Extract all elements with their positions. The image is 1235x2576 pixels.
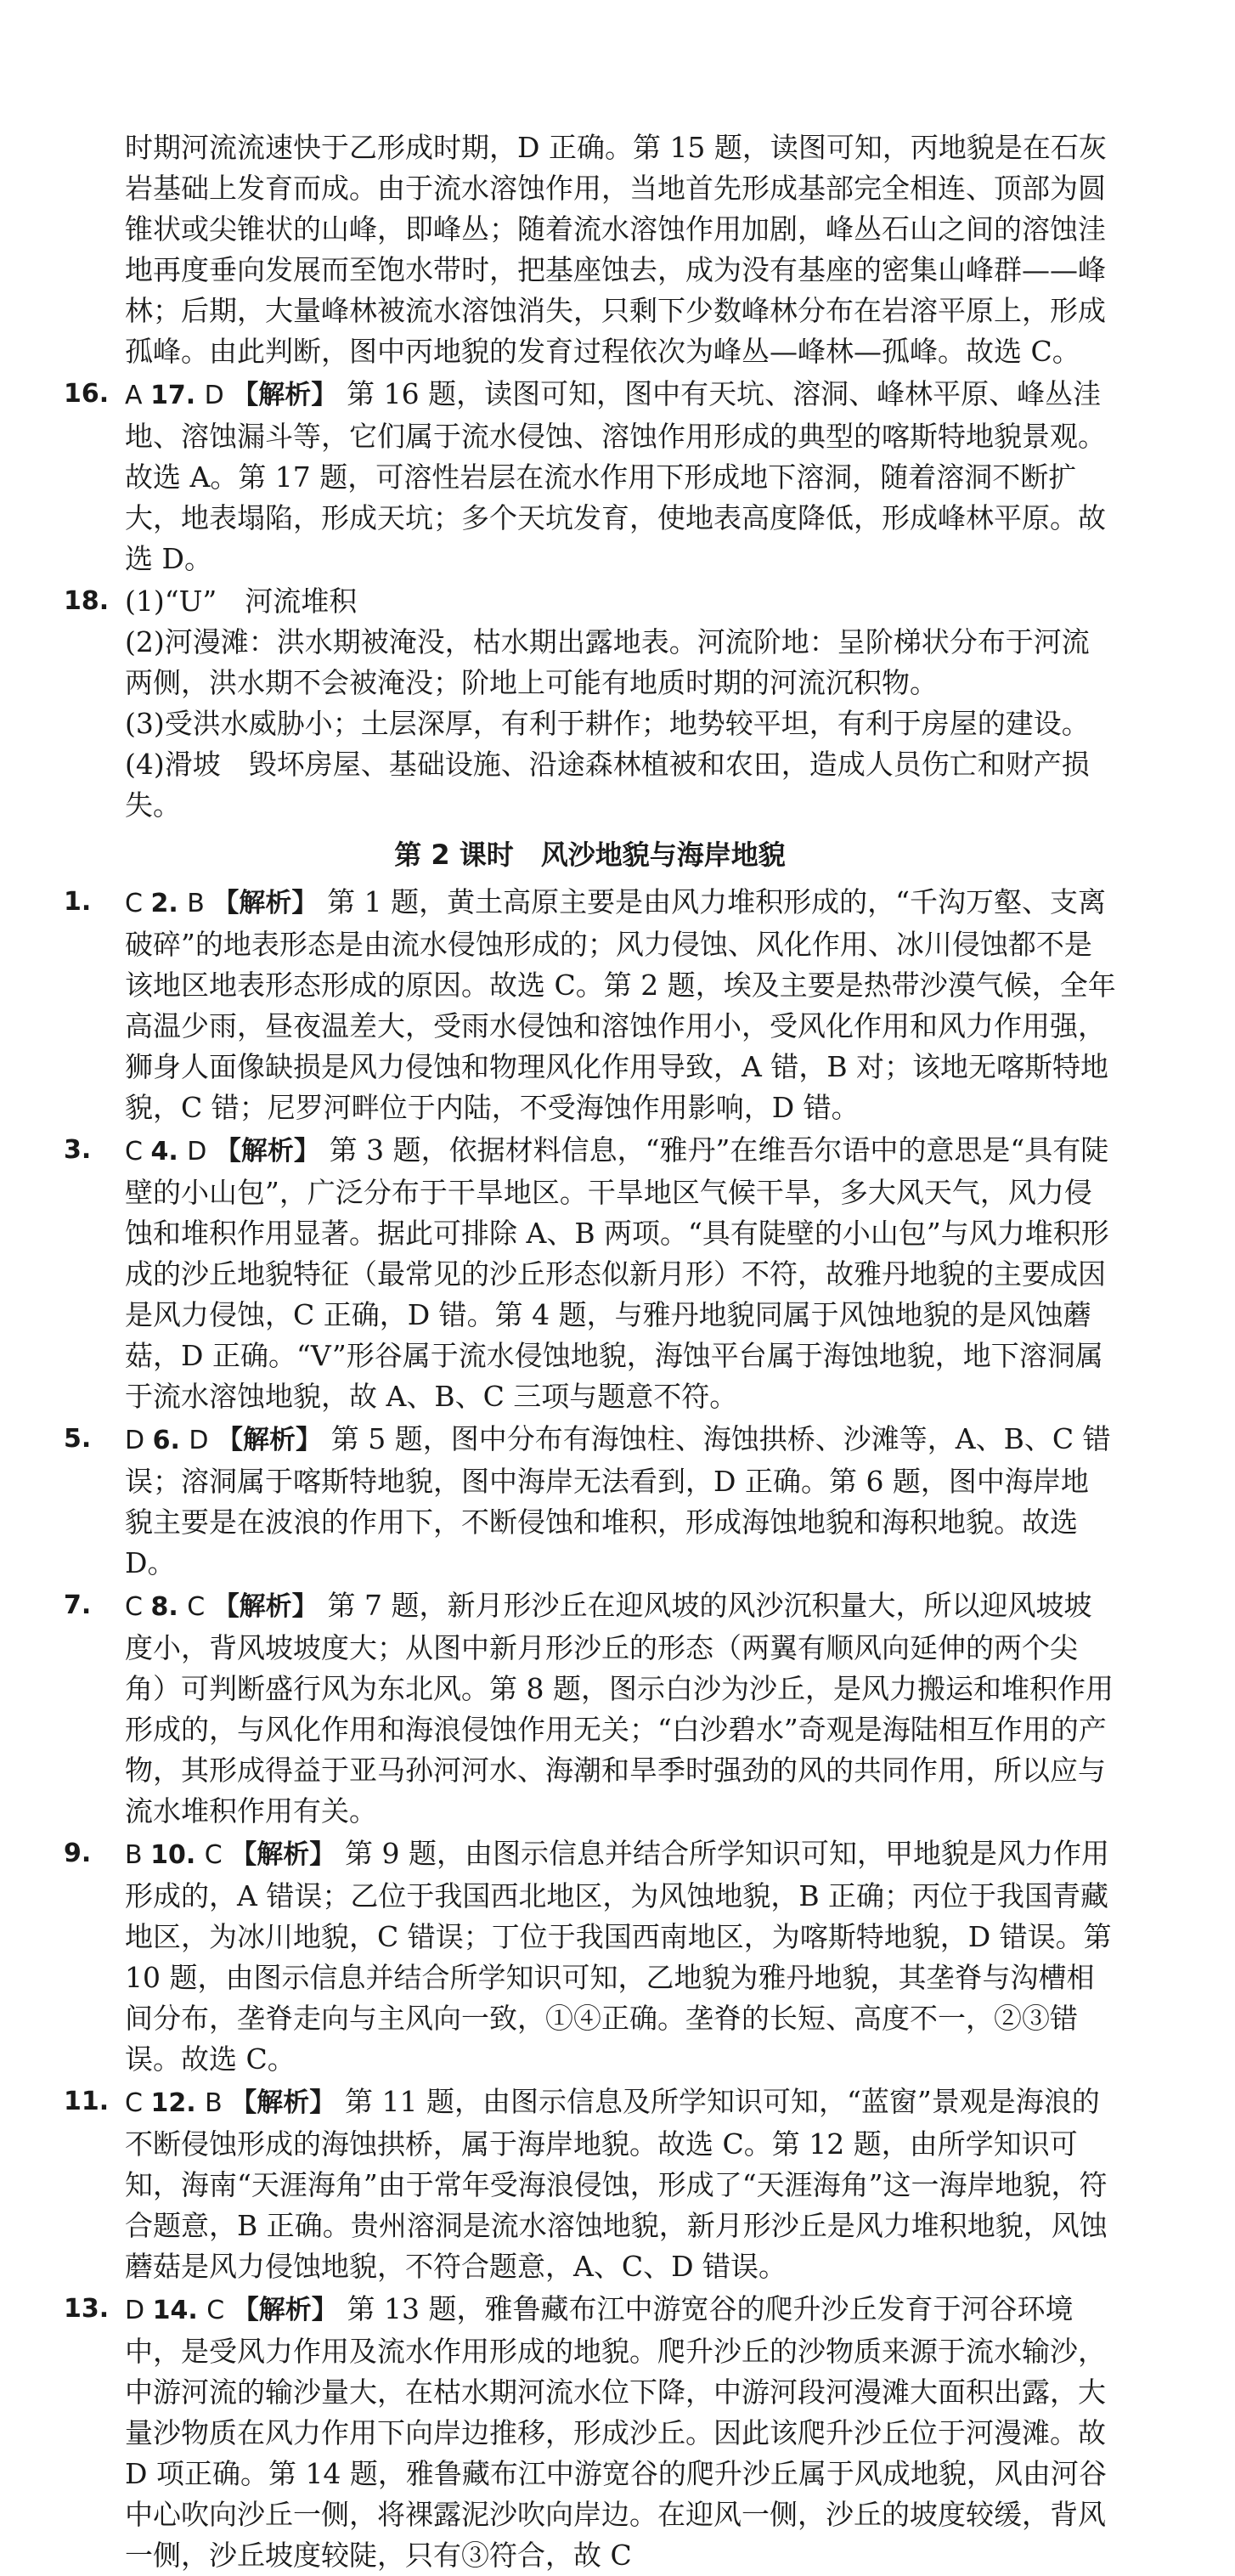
item-number: 13.	[64, 2294, 110, 2324]
item-answer-2: C	[187, 1592, 213, 1622]
answer-item-16-17	[64, 374, 1116, 579]
item-number-2: 8.	[150, 1592, 188, 1622]
sub-answer-2: (2)河漫滩：洪水期被淹没，枯水期出露地表。河流阶地：呈阶梯状分布于河流两侧，洪水期不会被淹没；阶地上可能有地质时期的河流沉积物。	[125, 625, 1090, 699]
sub-answer-3: (3)受洪水威胁小；土层深厚，有利于耕作；地势较平坦，有利于房屋的建设。	[125, 707, 1090, 740]
item-number: 1.	[64, 887, 92, 917]
analysis-tag: 【解析】	[212, 888, 328, 918]
item-answer-2: D	[204, 381, 233, 410]
sub-answer-1: (1)“U” 河流堆积	[125, 585, 358, 618]
answer-item-9-10	[64, 1833, 1116, 2080]
item-answer: A	[125, 381, 151, 410]
analysis-text: 第 9 题，由图示信息并结合所学知识可知，甲地貌是风力作用形成的，A 错误；乙位于我国西北地区，为风蚀地貌，B 正确；丙位于我国青藏地区，为冰川地貌，C 错误；丁位于我国西南地区，为喀斯特地貌，D 错误。第 10 题，由图示信息并结合所学知识可知，乙地貌为雅丹地貌，其垄脊与沟槽相间分布，垄脊走向与主风向一致，①④正确。垄脊的长短、高度不一，②③错误。故选 C。	[125, 1837, 1112, 2076]
analysis-tag: 【解析】	[232, 380, 347, 410]
item-number: 7.	[64, 1590, 92, 1620]
answer-item-13-14	[64, 2289, 1116, 2576]
item-number: 3.	[64, 1135, 92, 1165]
item-answer: D	[125, 2296, 153, 2325]
item-number-2: 4.	[150, 1137, 188, 1167]
item-answer: C	[125, 889, 151, 918]
analysis-text: 第 1 题，黄土高原主要是由风力堆积形成的，“千沟万壑、支离破碎”的地表形态是由流水侵蚀形成的；风力侵蚀、风化作用、冰川侵蚀都不是该地区地表形态形成的原因。故选 C。第 2 题，埃及主要是热带沙漠气候，全年高温少雨，昼夜温差大，受雨水侵蚀和溶蚀作用小，受风化作用和风力作用强，狮身人面像缺损是风力侵蚀和物理风化作用导致，A 错，B 对；该地无喀斯特地貌，C 错；尼罗河畔位于内陆，不受海蚀作用影响，D 错。	[125, 885, 1116, 1124]
continuation-paragraph: 时期河流流速快于乙形成时期，D 正确。第 15 题，读图可知，丙地貌是在石灰岩基础上发育而成。由于流水溶蚀作用，当地首先形成基部完全相连、顶部为圆锥状或尖锥状的山峰，即峰丛；随着流水溶蚀作用加剧，峰丛石山之间的溶蚀洼地再度垂向发展而至饱水带时，把基座蚀去，成为没有基座的密集山峰群——峰林；后期，大量峰林被流水溶蚀消失，只剩下少数峰林分布在岩溶平原上，形成孤峰。由此判断，图中丙地貌的发育过程依次为峰丛—峰林—孤峰。故选 C。	[125, 131, 1107, 368]
answer-item-3-4	[64, 1130, 1116, 1417]
item-number-2: 14.	[152, 2296, 207, 2325]
answer-item-1-2	[64, 882, 1116, 1128]
item-answer: C	[125, 1592, 151, 1622]
item-answer-2: D	[187, 1137, 215, 1167]
analysis-text: 第 5 题，图中分布有海蚀柱、海蚀拱桥、沙滩等，A、B、C 错误；溶洞属于喀斯特地貌，图中海岸无法看到，D 正确。第 6 题，图中海岸地貌主要是在波浪的作用下，不断侵蚀和堆积，形成海蚀地貌和海积地貌。故选 D。	[125, 1422, 1111, 1579]
analysis-tag: 【解析】	[230, 2087, 345, 2118]
item-answer: C	[125, 1137, 151, 1167]
item-number: 18.	[64, 586, 110, 616]
item-answer: C	[125, 2088, 151, 2118]
item-number-2: 17.	[150, 381, 205, 410]
item-number-2: 12.	[150, 2088, 206, 2118]
item-number-2: 2.	[150, 889, 188, 918]
analysis-tag: 【解析】	[217, 1425, 331, 1455]
item-number: 16.	[64, 379, 110, 409]
answer-item-5-6	[64, 1419, 1116, 1584]
item-answer-2: B	[187, 889, 213, 918]
item-answer-2: C	[204, 1840, 231, 1870]
answer-item-18	[64, 581, 1116, 826]
item-answer: D	[125, 1426, 153, 1455]
item-number: 11.	[64, 2087, 110, 2116]
analysis-tag: 【解析】	[212, 1591, 328, 1622]
answer-item-7-8	[64, 1585, 1116, 1832]
analysis-text: 第 16 题，读图可知，图中有天坑、溶洞、峰林平原、峰丛洼地、溶蚀漏斗等，它们属于流水侵蚀、溶蚀作用形成的典型的喀斯特地貌景观。故选 A。第 17 题，可溶性岩层在流水作用下形成地下溶洞，随着溶洞不断扩大，地表塌陷，形成天坑；多个天坑发育，使地表高度降低，形成峰林平原。故选 D。	[125, 377, 1106, 575]
analysis-tag: 【解析】	[230, 1839, 345, 1870]
analysis-tag: 【解析】	[214, 1136, 330, 1167]
analysis-text: 第 3 题，依据材料信息，“雅丹”在维吾尔语中的意思是“具有陡壁的小山包”，广泛分布于干旱地区。干旱地区气候干旱，多大风天气，风力侵蚀和堆积作用显著。据此可排除 A、B 两项。“具有陡壁的小山包”与风力堆积形成的沙丘地貌特征（最常见的沙丘形态似新月形）不符，故雅丹地貌的主要成因是风力侵蚀，C 正确，D 错。第 4 题，与雅丹地貌同属于风蚀地貌的是风蚀蘑菇，D 正确。“V”形谷属于流水侵蚀地貌，海蚀平台属于海蚀地貌，地下溶洞属于流水溶蚀地貌，故 A、B、C 三项与题意不符。	[125, 1133, 1109, 1413]
item-answer-2: B	[205, 2088, 231, 2118]
analysis-text: 第 13 题，雅鲁藏布江中游宽谷的爬升沙丘发育于河谷环境中，是受风力作用及流水作用形成的地貌。爬升沙丘的沙物质来源于流水输沙，中游河流的输沙量大，在枯水期河流水位下降，中游河段河漫滩大面积出露，大量沙物质在风力作用下向岸边推移，形成沙丘。因此该爬升沙丘位于河漫滩。故 D 项正确。第 14 题，雅鲁藏布江中游宽谷的爬升沙丘属于风成地貌，风由河谷中心吹向沙丘一侧，将裸露泥沙吹向岸边。在迎风一侧，沙丘的坡度较缓，背风一侧，沙丘坡度较陡，只有③符合，故 C	[125, 2292, 1107, 2572]
item-answer-2: D	[189, 1426, 217, 1455]
item-number: 5.	[64, 1424, 92, 1454]
analysis-text: 第 11 题，由图示信息及所学知识可知，“蓝窗”景观是海浪的不断侵蚀形成的海蚀拱桥，属于海岸地貌。故选 C。第 12 题，由所学知识可知，海南“天涯海角”由于常年受海浪侵蚀，形成了“天涯海角”这一海岸地貌，符合题意，B 正确。贵州溶洞是流水溶蚀地貌，新月形沙丘是风力堆积地貌，风蚀蘑菇是风力侵蚀地貌，不符合题意，A、C、D 错误。	[125, 2085, 1108, 2283]
item-number-2: 10.	[150, 1840, 205, 1870]
item-answer: B	[125, 1840, 151, 1870]
item-number-2: 6.	[152, 1426, 189, 1455]
section-title: 第 2 课时 风沙地貌与海岸地貌	[394, 839, 786, 871]
answer-item-11-12	[64, 2082, 1116, 2287]
item-answer-2: C	[206, 2296, 233, 2325]
analysis-tag: 【解析】	[232, 2295, 347, 2325]
sub-answer-4: (4)滑坡 毁坏房屋、基础设施、沿途森林植被和农田，造成人员伤亡和财产损失。	[125, 748, 1090, 822]
item-number: 9.	[64, 1839, 92, 1868]
analysis-text: 第 7 题，新月形沙丘在迎风坡的风沙沉积量大，所以迎风坡坡度小，背风坡坡度大；从图中新月形沙丘的形态（两翼有顺风向延伸的两个尖角）可判断盛行风为东北风。第 8 题，图示白沙为沙丘，是风力搬运和堆积作用形成的，与风化作用和海浪侵蚀作用无关；“白沙碧水”奇观是海陆相互作用的产物，其形成得益于亚马孙河河水、海潮和旱季时强劲的风的共同作用，所以应与流水堆积作用有关。	[125, 1589, 1114, 1827]
